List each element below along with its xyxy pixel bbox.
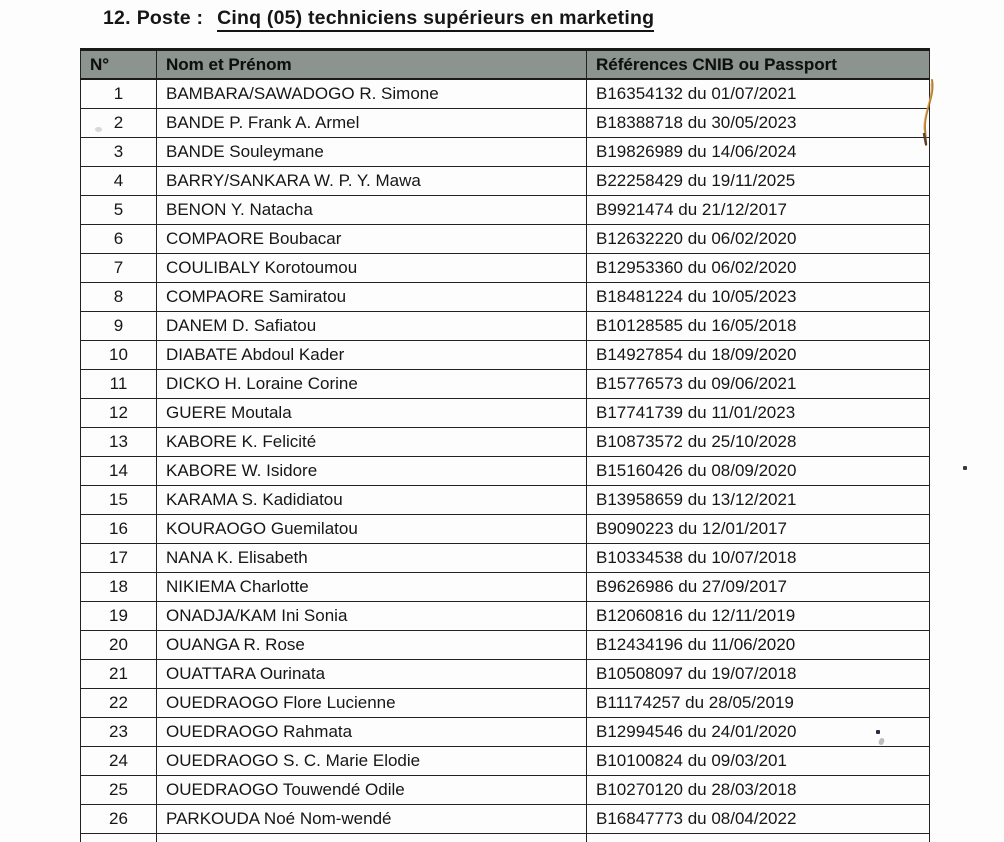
row-number: 23 [81, 718, 157, 747]
table-row [81, 225, 930, 254]
row-number: 8 [81, 283, 157, 312]
candidate-name: PARKOUDA Noé Nom-wendé [157, 805, 587, 834]
row-number: 9 [81, 312, 157, 341]
reference-cnib: B12953360 du 06/02/2020 [587, 254, 930, 283]
table-row [81, 341, 930, 370]
row-number: 4 [81, 167, 157, 196]
table-row [81, 776, 930, 805]
table-row [81, 138, 930, 167]
table-row [81, 283, 930, 312]
candidate-name: NIKIEMA Charlotte [157, 573, 587, 602]
reference-cnib: B17741739 du 11/01/2023 [587, 399, 930, 428]
table-row [81, 747, 930, 776]
table-row [81, 312, 930, 341]
reference-cnib: B12434196 du 11/06/2020 [587, 631, 930, 660]
table-row [81, 718, 930, 747]
reference-cnib: B12994546 du 24/01/2020 [587, 718, 930, 747]
table-header [81, 50, 930, 80]
table-row [81, 486, 930, 515]
section-value: Cinq (05) techniciens supérieurs en marketing [217, 7, 654, 32]
table-row [81, 254, 930, 283]
row-number: 7 [81, 254, 157, 283]
col-header-ref: Références CNIB ou Passport [587, 50, 930, 80]
section-number: 12. [103, 7, 131, 29]
table-row [81, 631, 930, 660]
reference-cnib: B9921474 du 21/12/2017 [587, 196, 930, 225]
table-row [81, 109, 930, 138]
reference-cnib: B10100824 du 09/03/201 [587, 747, 930, 776]
row-number: 15 [81, 486, 157, 515]
row-number: 12 [81, 399, 157, 428]
candidate-name: BENON Y. Natacha [157, 196, 587, 225]
table-row [81, 660, 930, 689]
reference-cnib: B11174257 du 28/05/2019 [587, 689, 930, 718]
row-number: 2 [81, 109, 157, 138]
table-row [81, 457, 930, 486]
row-number: 25 [81, 776, 157, 805]
candidate-name: DICKO H. Loraine Corine [157, 370, 587, 399]
row-number: 3 [81, 138, 157, 167]
row-number: 18 [81, 573, 157, 602]
table-row [81, 399, 930, 428]
reference-cnib: B15160426 du 08/09/2020 [587, 457, 930, 486]
candidate-name: OUEDRAOGO Rahmata [157, 718, 587, 747]
table-row [81, 515, 930, 544]
table-row [81, 196, 930, 225]
reference-cnib: B10128585 du 16/05/2018 [587, 312, 930, 341]
reference-cnib: B19826989 du 14/06/2024 [587, 138, 930, 167]
candidate-name: COMPAORE Boubacar [157, 225, 587, 254]
cutoff-cell [157, 834, 587, 842]
row-number: 5 [81, 196, 157, 225]
cutoff-row [81, 834, 930, 842]
reference-cnib: B9626986 du 27/09/2017 [587, 573, 930, 602]
scan-speck [963, 466, 967, 470]
candidate-name: OUEDRAOGO Flore Lucienne [157, 689, 587, 718]
section-label: Poste : [137, 7, 203, 29]
candidate-name: KABORE K. Felicité [157, 428, 587, 457]
candidate-name: OUANGA R. Rose [157, 631, 587, 660]
table-row [81, 370, 930, 399]
table-row [81, 544, 930, 573]
row-number: 1 [81, 79, 157, 109]
table-row [81, 805, 930, 834]
cutoff-cell [587, 834, 930, 842]
candidate-name: COMPAORE Samiratou [157, 283, 587, 312]
reference-cnib: B15776573 du 09/06/2021 [587, 370, 930, 399]
reference-cnib: B10270120 du 28/03/2018 [587, 776, 930, 805]
col-header-num: N° [81, 50, 157, 80]
candidate-name: ONADJA/KAM Ini Sonia [157, 602, 587, 631]
reference-cnib: B14927854 du 18/09/2020 [587, 341, 930, 370]
candidates-table [80, 48, 930, 842]
reference-cnib: B9090223 du 12/01/2017 [587, 515, 930, 544]
candidate-name: DANEM D. Safiatou [157, 312, 587, 341]
reference-cnib: B16847773 du 08/04/2022 [587, 805, 930, 834]
row-number: 24 [81, 747, 157, 776]
candidate-name: KARAMA S. Kadidiatou [157, 486, 587, 515]
reference-cnib: B10334538 du 10/07/2018 [587, 544, 930, 573]
candidate-name: DIABATE Abdoul Kader [157, 341, 587, 370]
table-row [81, 602, 930, 631]
reference-cnib: B22258429 du 19/11/2025 [587, 167, 930, 196]
reference-cnib: B18481224 du 10/05/2023 [587, 283, 930, 312]
candidate-name: KOURAOGO Guemilatou [157, 515, 587, 544]
row-number: 26 [81, 805, 157, 834]
table-row [81, 689, 930, 718]
row-number: 16 [81, 515, 157, 544]
reference-cnib: B13958659 du 13/12/2021 [587, 486, 930, 515]
row-number: 17 [81, 544, 157, 573]
reference-cnib: B12632220 du 06/02/2020 [587, 225, 930, 254]
candidates-table-body [81, 79, 930, 842]
row-number: 20 [81, 631, 157, 660]
row-number: 19 [81, 602, 157, 631]
candidate-name: OUEDRAOGO Touwendé Odile [157, 776, 587, 805]
candidate-name: BARRY/SANKARA W. P. Y. Mawa [157, 167, 587, 196]
row-number: 22 [81, 689, 157, 718]
candidate-name: BANDE P. Frank A. Armel [157, 109, 587, 138]
row-number: 21 [81, 660, 157, 689]
col-header-name: Nom et Prénom [157, 50, 587, 80]
row-number: 6 [81, 225, 157, 254]
reference-cnib: B10873572 du 25/10/2028 [587, 428, 930, 457]
row-number: 13 [81, 428, 157, 457]
table-row [81, 428, 930, 457]
section-title [103, 7, 654, 30]
candidate-name: COULIBALY Korotoumou [157, 254, 587, 283]
row-number: 10 [81, 341, 157, 370]
row-number: 14 [81, 457, 157, 486]
cutoff-cell [81, 834, 157, 842]
candidate-name: GUERE Moutala [157, 399, 587, 428]
row-number: 11 [81, 370, 157, 399]
candidate-name: BANDE Souleymane [157, 138, 587, 167]
reference-cnib: B18388718 du 30/05/2023 [587, 109, 930, 138]
table-row [81, 167, 930, 196]
candidate-name: OUEDRAOGO S. C. Marie Elodie [157, 747, 587, 776]
reference-cnib: B16354132 du 01/07/2021 [587, 79, 930, 109]
table-row [81, 79, 930, 109]
header-row [81, 50, 930, 80]
reference-cnib: B12060816 du 12/11/2019 [587, 602, 930, 631]
candidate-name: BAMBARA/SAWADOGO R. Simone [157, 79, 587, 109]
candidate-name: OUATTARA Ourinata [157, 660, 587, 689]
candidate-name: KABORE W. Isidore [157, 457, 587, 486]
reference-cnib: B10508097 du 19/07/2018 [587, 660, 930, 689]
table-row [81, 573, 930, 602]
candidate-name: NANA K. Elisabeth [157, 544, 587, 573]
